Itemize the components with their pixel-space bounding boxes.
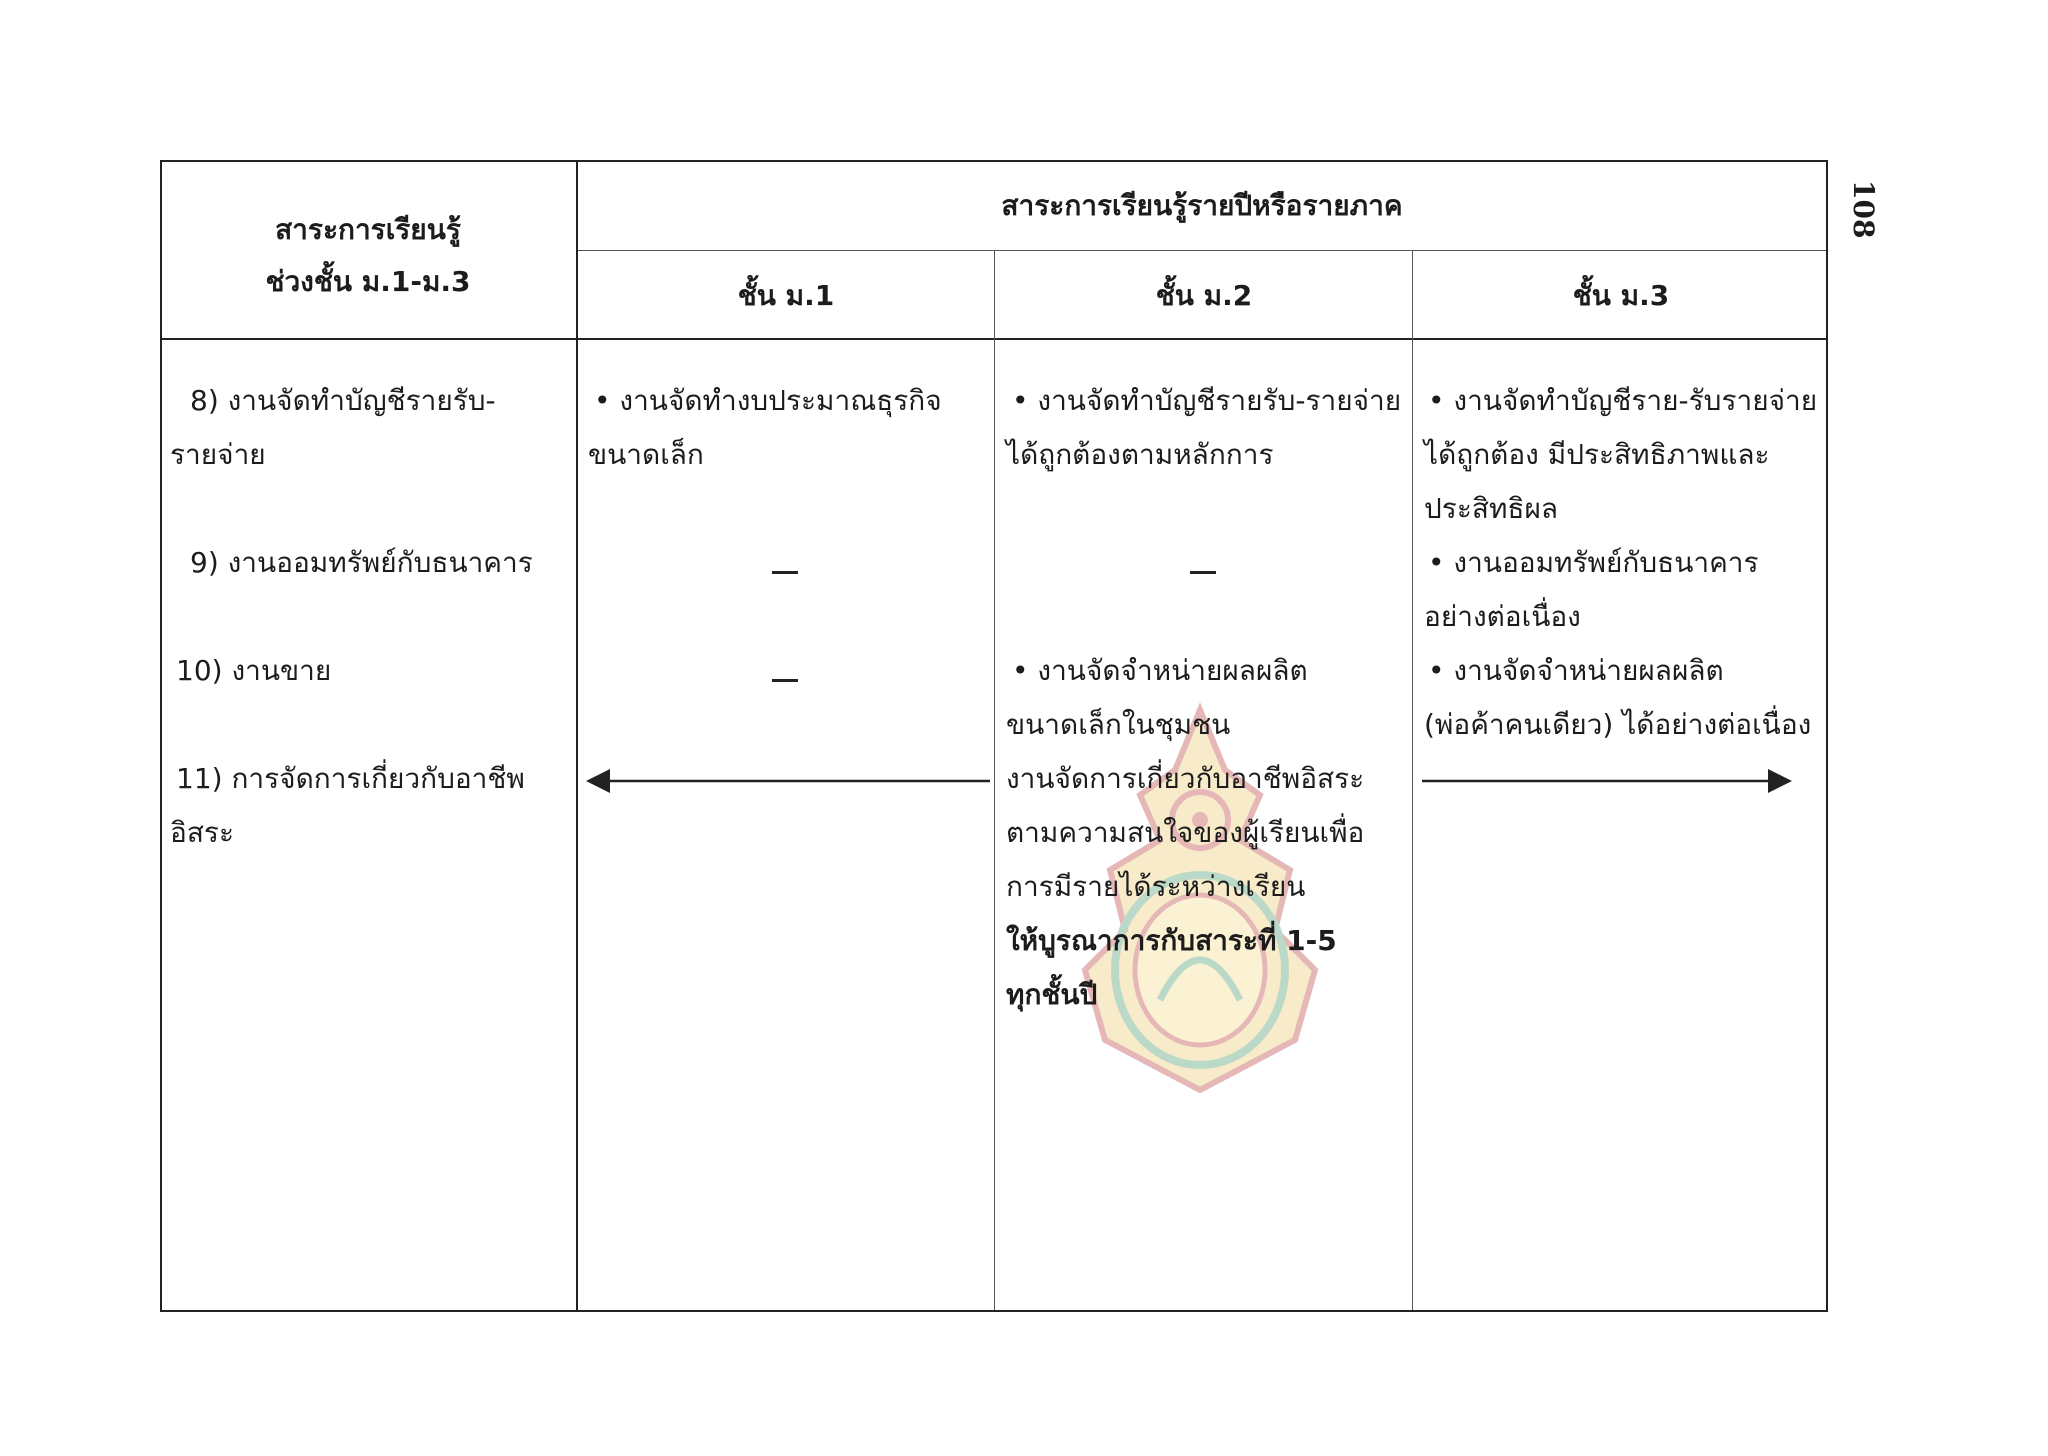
m2-m3-rule	[1412, 250, 1413, 1310]
page-number: 108	[1847, 180, 1880, 239]
topic-11-line2: อิสระ	[170, 816, 234, 849]
m3-savings-line2: อย่างต่อเนื่อง	[1424, 600, 1581, 633]
topic-8-line2: รายจ่าย	[170, 438, 266, 471]
header-left-line1: สาระการเรียนรู้	[275, 213, 461, 246]
topic-11-line1: 11) การจัดการเกี่ยวกับอาชีพ	[176, 762, 525, 795]
integration-note-line1: ให้บูรณาการกับสาระที่ 1-5	[1006, 924, 1337, 957]
topic-10: 10) งานขาย	[176, 654, 332, 687]
m2-dash-row9	[1190, 571, 1216, 574]
header-span-title: สาระการเรียนรู้รายปีหรือรายภาค	[1001, 189, 1403, 222]
left-column-rule	[576, 160, 578, 1310]
topic-8-line1: 8) งานจัดทำบัญชีรายรับ-	[190, 384, 496, 417]
m3-savings-line1: • งานออมทรัพย์กับธนาคาร	[1428, 546, 1759, 579]
subheader-rule	[578, 250, 1826, 251]
m3-accounting-line2: ได้ถูกต้อง มีประสิทธิภาพและ	[1424, 438, 1770, 471]
header-left-line2: ช่วงชั้น ม.1-ม.3	[265, 265, 471, 298]
m2-accounting-line2: ได้ถูกต้องตามหลักการ	[1006, 438, 1274, 471]
m2-sales-line2: ขนาดเล็กในชุมชน	[1006, 708, 1231, 741]
m1-budget-line1: • งานจัดทำงบประมาณธุรกิจ	[594, 384, 942, 417]
m3-sales-line2: (พ่อค้าคนเดียว) ได้อย่างต่อเนื่อง	[1424, 708, 1812, 741]
m2-freelance-line2: ตามความสนใจของผู้เรียนเพื่อ	[1006, 816, 1365, 849]
header-col-m3: ชั้น ม.3	[1572, 279, 1670, 312]
integration-note-line2: ทุกชั้นปี	[1006, 978, 1098, 1011]
topic-9: 9) งานออมทรัพย์กับธนาคาร	[190, 546, 533, 579]
m3-accounting-line3: ประสิทธิผล	[1424, 492, 1559, 525]
header-col-m1: ชั้น ม.1	[737, 279, 835, 312]
curriculum-table	[160, 160, 1828, 1312]
m3-sales-line1: • งานจัดจำหน่ายผลผลิต	[1428, 654, 1724, 687]
arrow-left-icon	[586, 766, 990, 796]
m2-freelance-line3: การมีรายได้ระหว่างเรียน	[1006, 870, 1306, 903]
arrow-right-icon	[1422, 766, 1792, 796]
m1-dash-row10	[772, 679, 798, 682]
m1-budget-line2: ขนาดเล็ก	[588, 438, 704, 471]
m2-freelance-line1: งานจัดการเกี่ยวกับอาชีพอิสระ	[1006, 762, 1365, 795]
m1-m2-rule	[994, 250, 995, 1310]
header-col-m2: ชั้น ม.2	[1155, 279, 1253, 312]
m3-accounting-line1: • งานจัดทำบัญชีราย-รับรายจ่าย	[1428, 384, 1818, 417]
m2-accounting-line1: • งานจัดทำบัญชีรายรับ-รายจ่าย	[1012, 384, 1402, 417]
m2-sales-line1: • งานจัดจำหน่ายผลผลิต	[1012, 654, 1308, 687]
m1-dash-row9	[772, 571, 798, 574]
